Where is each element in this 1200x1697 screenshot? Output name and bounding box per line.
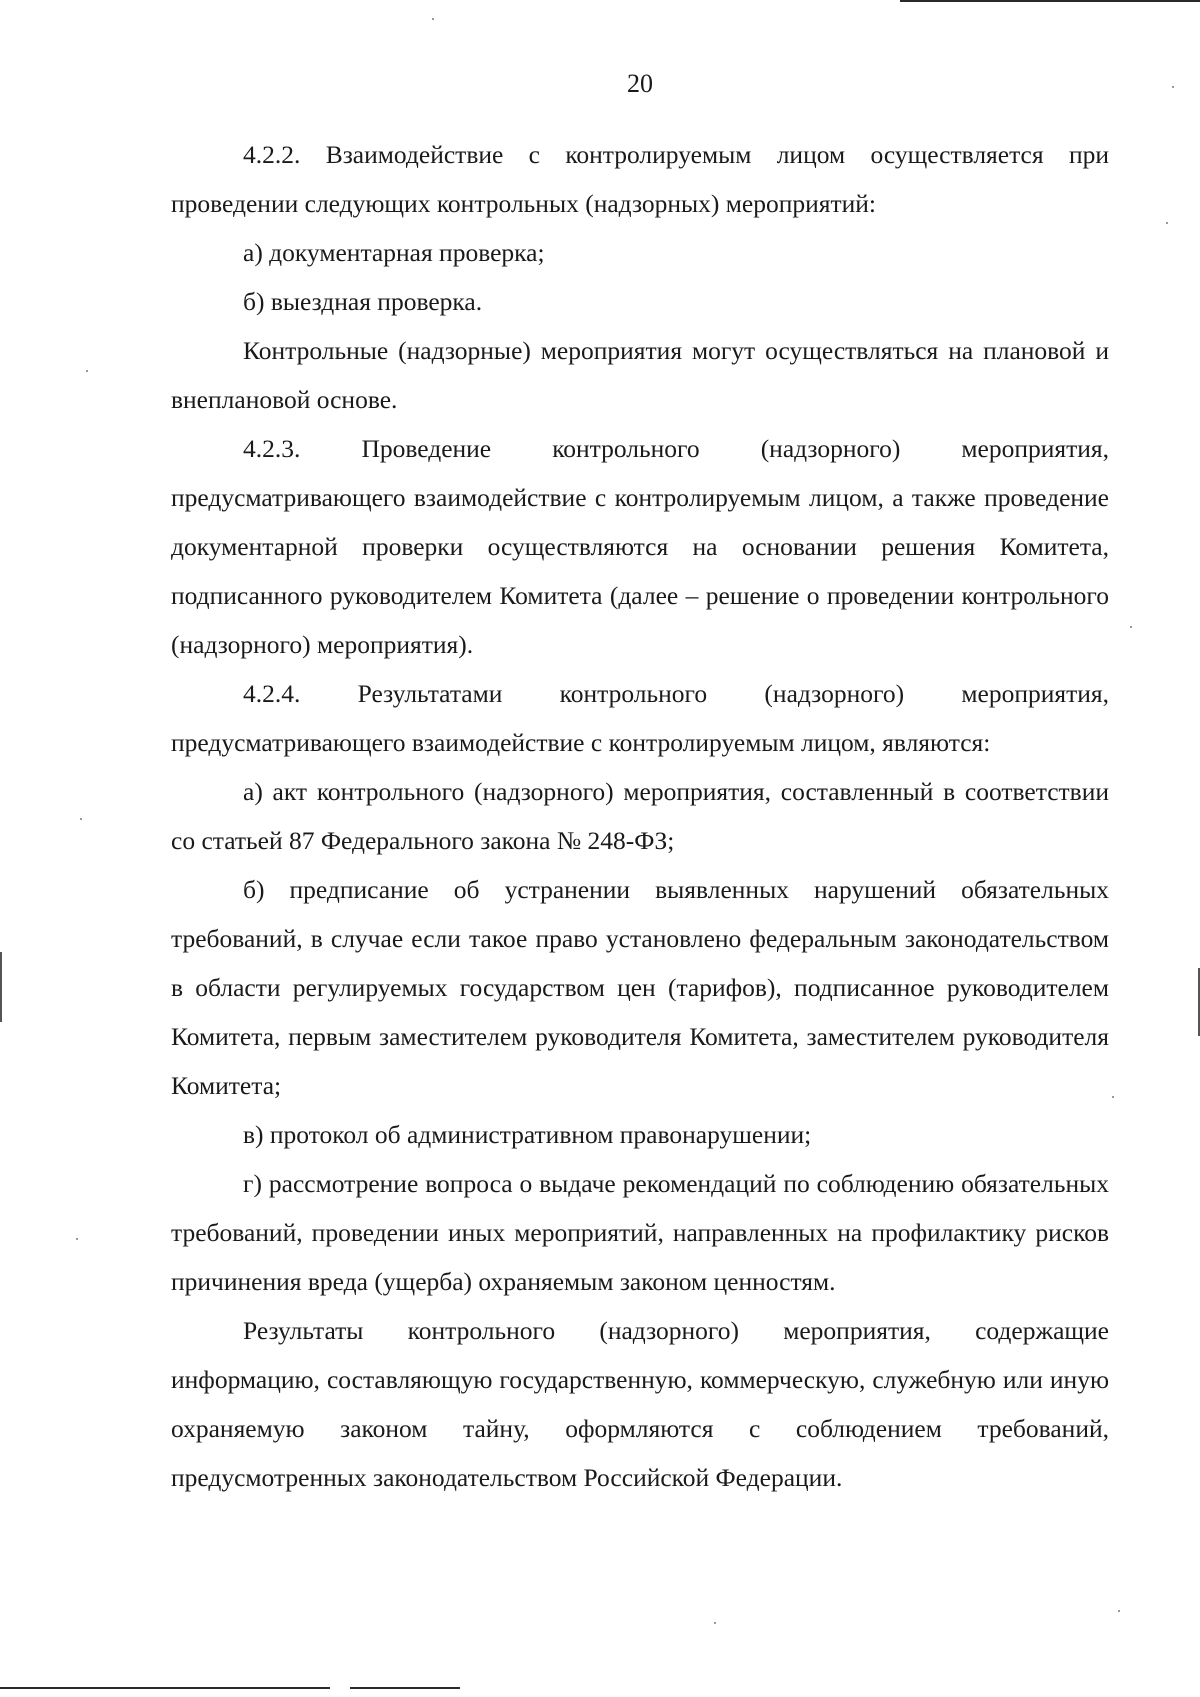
scan-speck — [1166, 222, 1168, 224]
scan-speck — [1112, 1096, 1114, 1098]
paragraph-4-2-4: 4.2.4. Результатами контрольного (надзорного) мероприятия, предусматривающего взаимодействие с контролируемым лицом, являются: — [171, 679, 1109, 757]
paragraph-planned-basis: Контрольные (надзорные) мероприятия могут осуществляться на плановой и внеплановой основе. — [171, 336, 1109, 414]
paragraph-4-2-3: 4.2.3. Проведение контрольного (надзорного) мероприятия, предусматривающего взаимодействие с контролируемым лицом, а также проведение документарной проверки осуществляются на основании решения Комитета, подписанного руководителем Комитета (далее – решение о проведении контрольного (надзорного) мероприятия). — [171, 434, 1109, 659]
scan-speck — [714, 1622, 716, 1624]
list-item-v-protocol: в) протокол об административном правонарушении; — [243, 1120, 812, 1149]
list-item-g-recommendations: г) рассмотрение вопроса о выдаче рекомендаций по соблюдению обязательных требований, проведении иных мероприятий, направленных на профилактику рисков причинения вреда (ущерба) охраняемым законом ценностям. — [171, 1169, 1109, 1296]
scan-edge-left — [0, 952, 2, 1022]
scan-speck — [80, 818, 82, 820]
list-item-a-act: а) акт контрольного (надзорного) мероприятия, составленный в соответствии со статьей 87 Федерального закона № 248-ФЗ; — [171, 777, 1109, 855]
scan-speck — [1130, 626, 1132, 628]
list-item-b-order: б) предписание об устранении выявленных нарушений обязательных требований, в случае если такое право установлено федеральным законодательством в области регулируемых государством цен (тарифов), подписанное руководителем Комитета, первым заместителем руководителя Комитета, заместителем руководителя Комитета; — [171, 875, 1109, 1100]
scan-speck — [76, 1238, 78, 1240]
list-item-a-documentary-check: а) документарная проверка; — [243, 238, 545, 267]
scan-border-top — [900, 0, 1200, 2]
page-number: 20 — [627, 69, 653, 98]
scan-border-bottom-segment — [350, 1687, 460, 1689]
scan-speck — [432, 18, 434, 20]
list-item-b-onsite-check: б) выездная проверка. — [243, 287, 483, 316]
paragraph-4-2-2: 4.2.2. Взаимодействие с контролируемым лицом осуществляется при проведении следующих контрольных (надзорных) мероприятий: — [171, 140, 1109, 218]
paragraph-results-secret: Результаты контрольного (надзорного) мероприятия, содержащие информацию, составляющую государственную, коммерческую, служебную или иную охраняемую законом тайну, оформляются с соблюдением требований, предусмотренных законодательством Российской Федерации. — [171, 1316, 1109, 1492]
document-body — [171, 130, 1109, 1502]
scan-speck — [86, 370, 88, 372]
scan-speck — [1118, 1610, 1120, 1612]
scan-border-bottom — [0, 1687, 330, 1689]
